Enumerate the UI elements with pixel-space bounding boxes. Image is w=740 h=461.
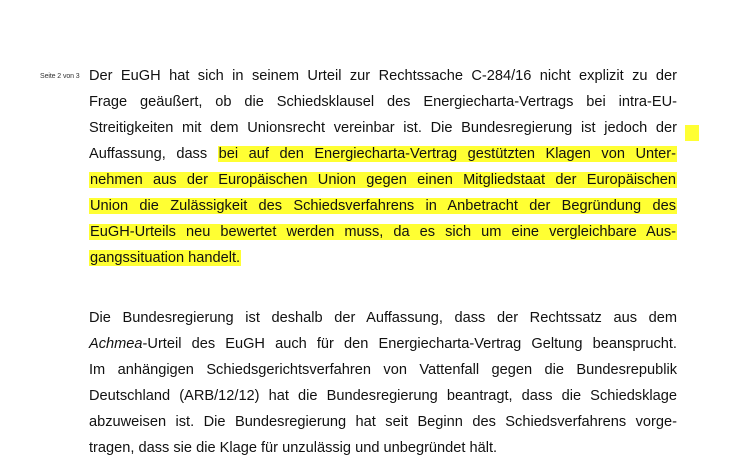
text-line: Frage geäußert, ob die Schiedsklausel des Energiecharta-Vertrags bei intra-EU- bbox=[89, 94, 677, 110]
text-line bbox=[89, 219, 677, 245]
highlighted-text: nehmen aus der Europäischen Union gegen einen Mitgliedstaat der Europäischen bbox=[90, 172, 676, 188]
text-line: tragen, dass sie die Klage für unzulässig und unbegründet hält. bbox=[89, 440, 498, 456]
page-number-marker: Seite 2 von 3 bbox=[40, 73, 80, 80]
text-line: Im anhängigen Schiedsgerichtsverfahren von Vattenfall gegen die Bundesrepublik bbox=[89, 362, 677, 378]
text-line bbox=[89, 331, 677, 357]
highlighted-text: gangssituation handelt. bbox=[90, 250, 241, 266]
text-line: Der EuGH hat sich in seinem Urteil zur Rechtssache C-284/16 nicht explizit zu der bbox=[89, 68, 677, 84]
text-line bbox=[89, 167, 677, 193]
text-line: Streitigkeiten mit dem Unionsrecht vereinbar ist. Die Bundesregierung ist jedoch der bbox=[89, 120, 677, 136]
paragraph-achmea-position bbox=[89, 305, 677, 461]
margin-highlight-mark bbox=[685, 125, 699, 141]
highlighted-text: Union die Zulässigkeit des Schiedsverfahrens in Anbetracht der Begründung des bbox=[90, 198, 676, 214]
text-line: abzuweisen ist. Die Bundesregierung hat seit Beginn des Schiedsverfahrens vorge- bbox=[89, 414, 677, 430]
text-line bbox=[89, 141, 677, 167]
paragraph-eugh-ruling bbox=[89, 63, 677, 271]
text-line bbox=[89, 245, 677, 271]
text-segment: Auffassung, dass bbox=[89, 146, 218, 162]
text-line bbox=[89, 193, 677, 219]
case-name: Achmea bbox=[89, 336, 143, 352]
highlighted-text: EuGH-Urteils neu bewertet werden muss, da es sich um eine vergleichbare Aus- bbox=[90, 224, 676, 240]
highlighted-text: bei auf den Energiecharta-Vertrag gestützten Klagen von Unter- bbox=[218, 146, 677, 162]
text-segment: -Urteil des EuGH auch für den Energiecharta-Vertrag Geltung beansprucht. bbox=[142, 336, 677, 352]
text-line: Deutschland (ARB/12/12) hat die Bundesregierung beantragt, dass die Schiedsklage bbox=[89, 388, 677, 404]
text-line: Die Bundesregierung ist deshalb der Auffassung, dass der Rechtssatz aus dem bbox=[89, 310, 677, 326]
